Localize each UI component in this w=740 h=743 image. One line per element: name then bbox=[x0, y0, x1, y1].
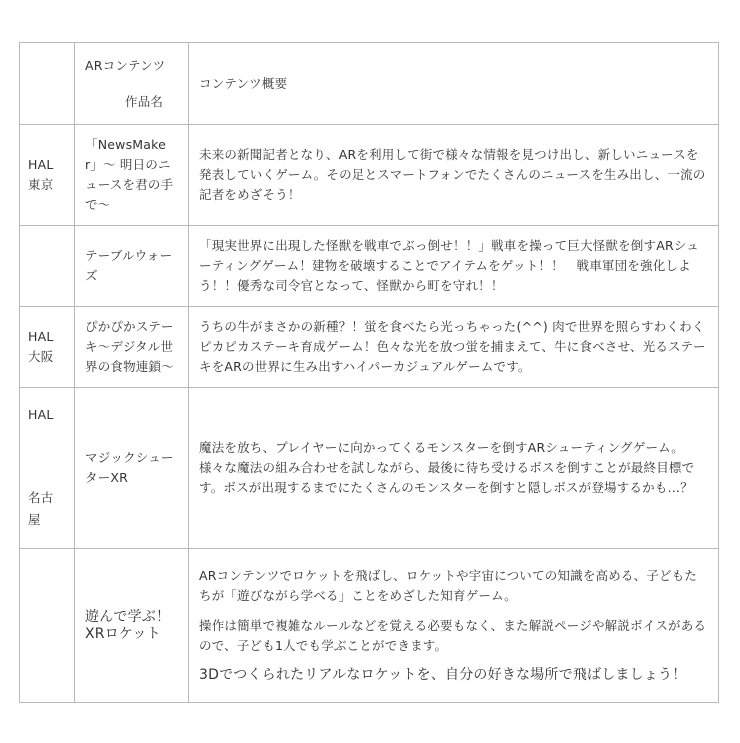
description-cell: 魔法を放ち、プレイヤーに向かってくるモンスターを倒すARシューティングゲーム。様々な魔法の組み合わせを試しながら、最後に待ち受けるボスを倒すことが最終目標です。ボスが出現するまでにたくさんのモンスターを倒すと隠しボスが登場するかも…？ bbox=[189, 388, 719, 549]
school-bottom-label: 名古屋 bbox=[28, 490, 54, 527]
header-school-cell bbox=[20, 43, 75, 125]
description-cell: うちの牛がまさかの新種？！蛍を食べたら光っちゃった(^^) 肉で世界を照らすわくわくピカピカステーキ育成ゲーム！色々な光を放つ蛍を捕まえて、牛に食べさせ、光るステーキをARの世界に生み出すハイパーカジュアルゲームです。 bbox=[189, 307, 719, 388]
school-cell: HAL大阪 bbox=[20, 307, 75, 388]
school-cell bbox=[20, 388, 75, 549]
description-paragraph: 3Dでつくられたリアルなロケットを、自分の好きな場所で飛ばしましょう！ bbox=[199, 667, 687, 683]
table-row bbox=[20, 226, 719, 307]
header-work-name-label: 作品名 bbox=[125, 93, 164, 109]
table-row bbox=[20, 549, 719, 703]
header-title-cell bbox=[75, 43, 189, 125]
header-ar-contents-label: ARコンテンツ bbox=[85, 57, 166, 73]
title-cell: テーブルウォーズ bbox=[75, 226, 189, 307]
school-cell bbox=[20, 549, 75, 703]
title-cell: マジックシューターXR bbox=[75, 388, 189, 549]
school-cell: HAL東京 bbox=[20, 125, 75, 226]
title-cell: ぴかぴかステーキ〜デジタル世界の食物連鎖〜 bbox=[75, 307, 189, 388]
table-row bbox=[20, 388, 719, 549]
description-cell: 「現実世界に出現した怪獣を戦車でぶっ倒せ！！」戦車を操って巨大怪獣を倒すARシューティングゲーム！建物を破壊することでアイテムをゲット！！ 戦車軍団を強化しよう！！優秀な司令官となって、怪獣から町を守れ！！ bbox=[189, 226, 719, 307]
school-top-label: HAL bbox=[28, 407, 54, 422]
table-row bbox=[20, 307, 719, 388]
ar-contents-table bbox=[19, 42, 719, 703]
description-paragraph: 操作は簡単で複雑なルールなどを覚える必要もなく、また解説ページや解説ボイスがあるので、子ども1人でも学ぶことができます。 bbox=[199, 618, 707, 653]
table-row bbox=[20, 125, 719, 226]
table-header-row bbox=[20, 43, 719, 125]
description-cell: 未来の新聞記者となり、ARを利用して街で様々な情報を見つけ出し、新しいニュースを発表していくゲーム。その足とスマートフォンでたくさんのニュースを生み出し、一流の記者をめざそう！ bbox=[189, 125, 719, 226]
description-paragraph: ARコンテンツでロケットを飛ばし、ロケットや宇宙についての知識を高める、子どもたちが「遊びながら学べる」ことをめざした知育ゲーム。 bbox=[199, 568, 698, 603]
header-summary-label: コンテンツ概要 bbox=[199, 75, 288, 91]
description-cell bbox=[189, 549, 719, 703]
school-cell bbox=[20, 226, 75, 307]
header-summary-cell bbox=[189, 43, 719, 125]
title-cell: 遊んで学ぶ！XRロケット bbox=[75, 549, 189, 703]
title-cell: 「NewsMaker」〜 明日のニュースを君の手で〜 bbox=[75, 125, 189, 226]
